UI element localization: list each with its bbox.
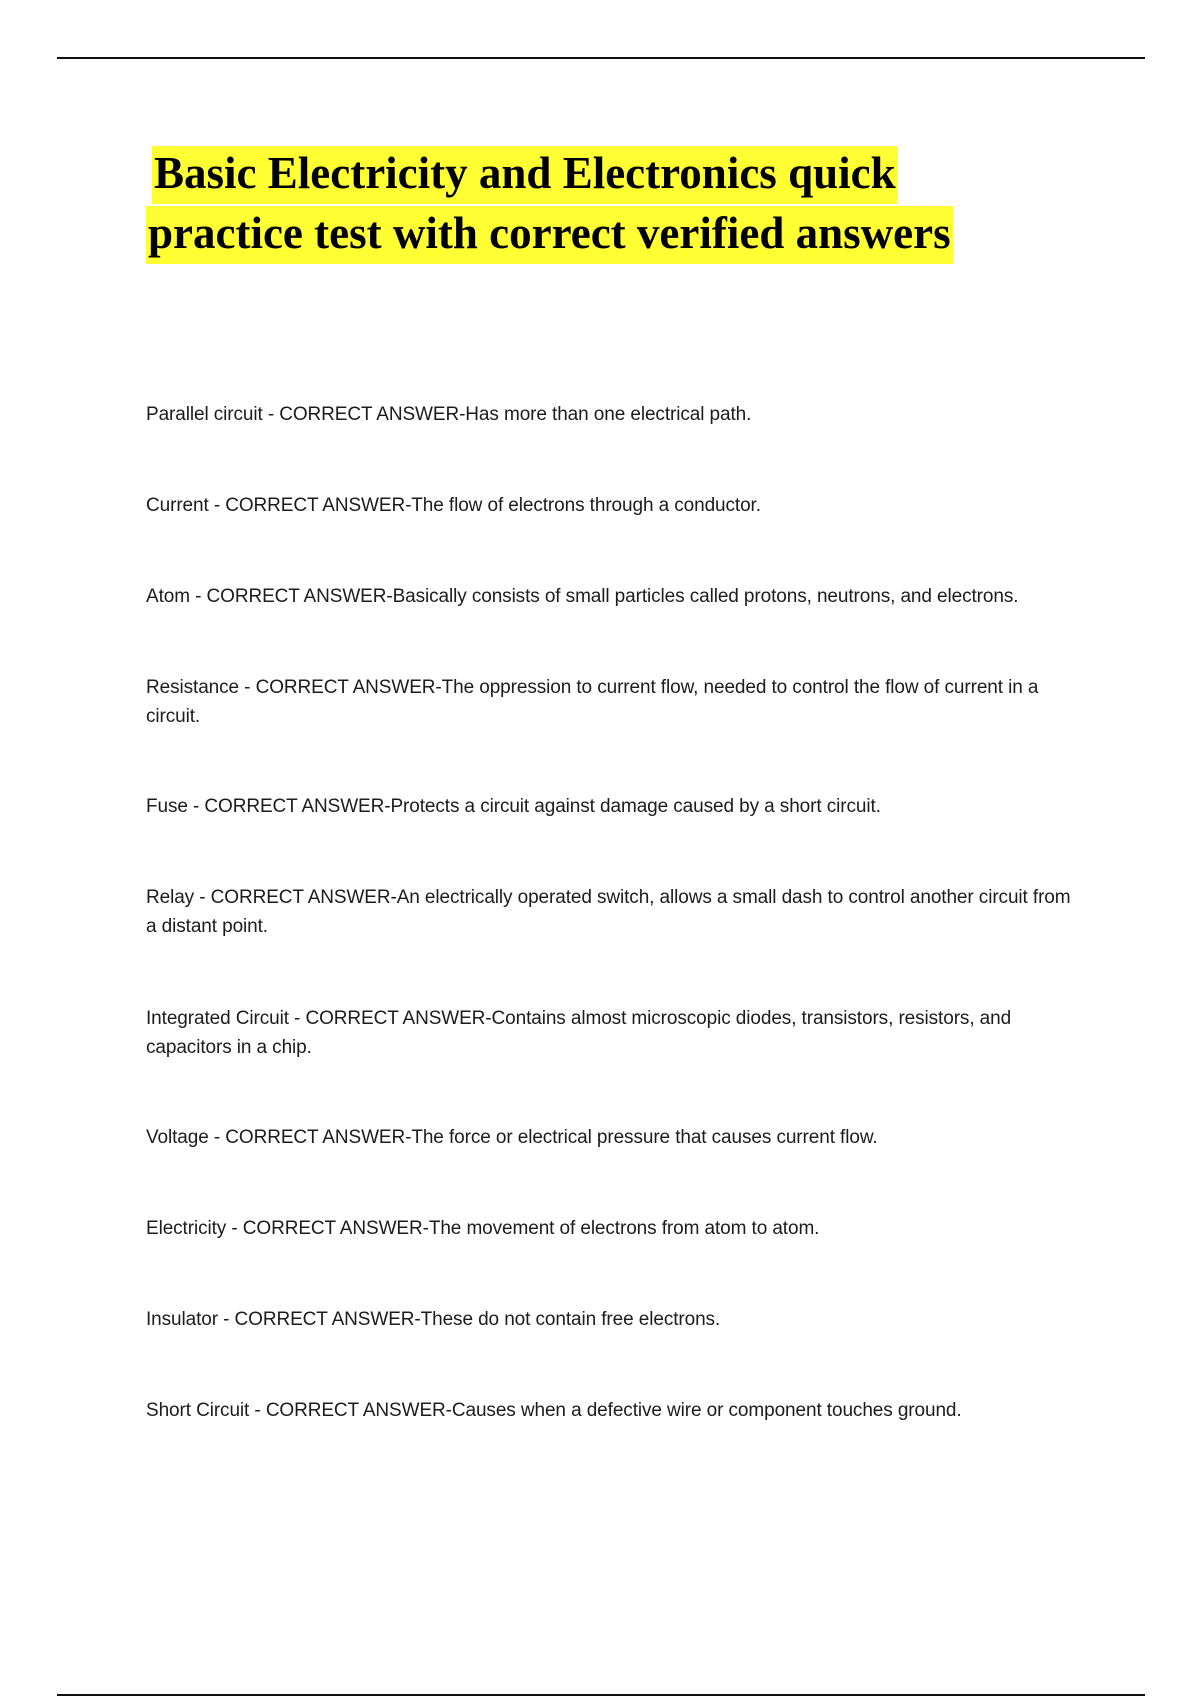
- qa-item-electricity: Electricity - CORRECT ANSWER-The movement of electrons from atom to atom.: [146, 1218, 820, 1239]
- top-rule: [57, 57, 1145, 59]
- title-line-2: practice test with correct verified answers: [146, 206, 953, 264]
- qa-item-atom: Atom - CORRECT ANSWER-Basically consists of small particles called protons, neutrons, and electrons.: [146, 586, 1019, 607]
- title-line-1: Basic Electricity and Electronics quick: [152, 146, 898, 204]
- qa-item-resistance: Resistance - CORRECT ANSWER-The oppression to current flow, needed to control the flow of current in a circuit.: [146, 677, 1039, 727]
- qa-item-relay: Relay - CORRECT ANSWER-An electrically operated switch, allows a small dash to control another circuit from a distant point.: [146, 887, 1071, 937]
- document-title: [146, 143, 1096, 263]
- qa-item-parallel-circuit: Parallel circuit - CORRECT ANSWER-Has more than one electrical path.: [146, 404, 752, 425]
- qa-item-insulator: Insulator - CORRECT ANSWER-These do not contain free electrons.: [146, 1309, 721, 1330]
- qa-item-current: Current - CORRECT ANSWER-The flow of electrons through a conductor.: [146, 495, 761, 516]
- qa-item-voltage: Voltage - CORRECT ANSWER-The force or electrical pressure that causes current flow.: [146, 1127, 878, 1148]
- qa-item-integrated-circuit: Integrated Circuit - CORRECT ANSWER-Contains almost microscopic diodes, transistors, resistors, and capacitors in a chip.: [146, 1008, 1012, 1058]
- bottom-rule: [57, 1694, 1145, 1696]
- qa-item-short-circuit: Short Circuit - CORRECT ANSWER-Causes when a defective wire or component touches ground.: [146, 1400, 962, 1421]
- qa-item-fuse: Fuse - CORRECT ANSWER-Protects a circuit against damage caused by a short circuit.: [146, 796, 881, 817]
